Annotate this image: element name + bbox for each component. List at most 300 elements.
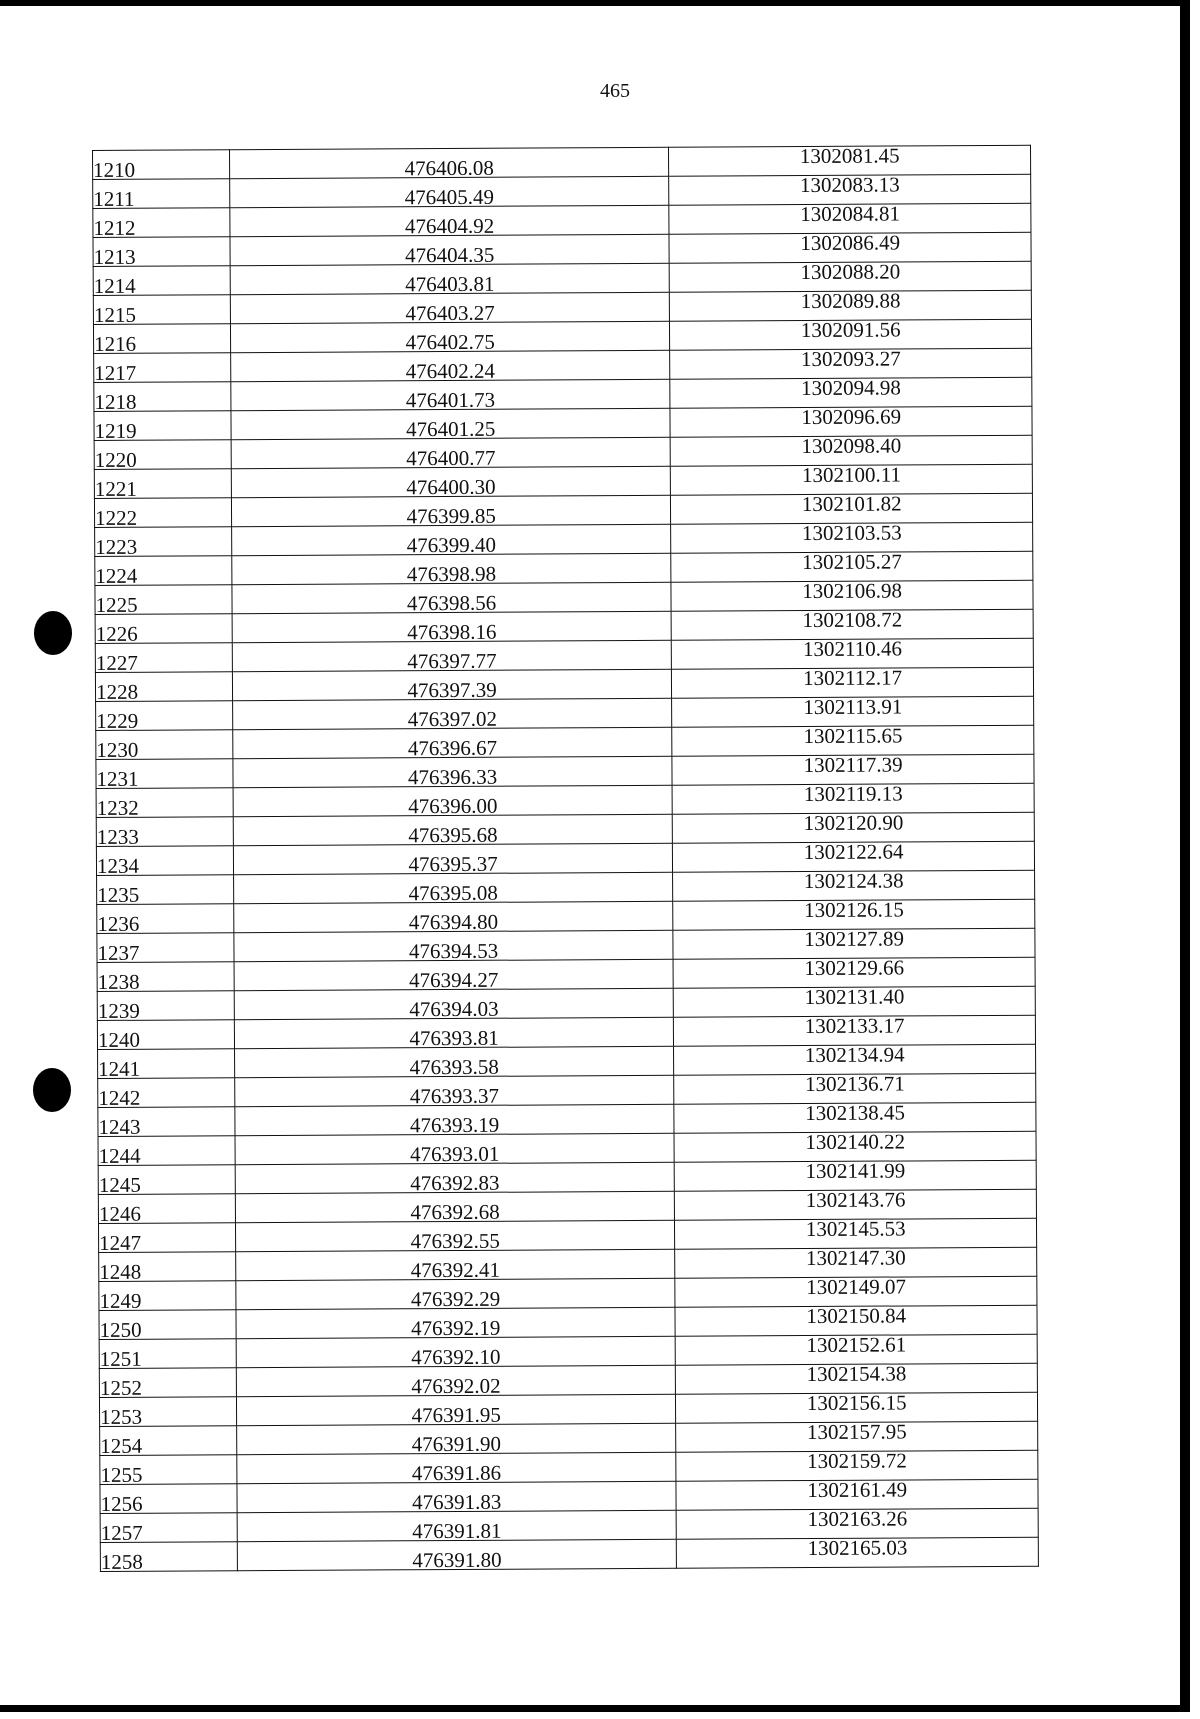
cell-text: 1302161.49: [807, 1477, 908, 1503]
cell-text: 476391.83: [411, 1489, 502, 1515]
point-id-cell: [97, 904, 234, 934]
cell-text: 1239: [97, 998, 140, 1023]
point-id-cell: [97, 875, 234, 905]
cell-text: 476398.16: [407, 619, 497, 645]
cell-text: 476396.33: [407, 764, 498, 790]
cell-text: 476393.81: [409, 1025, 499, 1051]
cell-text: 1302094.98: [801, 375, 901, 401]
y-coordinate-cell: [669, 145, 1031, 176]
point-id-cell: [100, 1455, 237, 1485]
cell-text: 1228: [95, 679, 139, 704]
point-id-cell: [98, 1223, 235, 1253]
cell-text: 1302159.72: [807, 1448, 907, 1474]
x-coordinate-cell: [235, 1162, 675, 1196]
y-coordinate-cell: [676, 1421, 1038, 1452]
cell-text: 476395.37: [408, 851, 498, 877]
x-coordinate-cell: [231, 437, 671, 471]
y-coordinate-cell: [670, 261, 1032, 292]
point-id-cell: [94, 469, 231, 499]
x-coordinate-cell: [233, 756, 673, 790]
y-coordinate-cell: [673, 957, 1035, 988]
point-id-cell: [93, 150, 230, 180]
y-coordinate-cell: [672, 696, 1034, 727]
cell-text: 1214: [93, 273, 136, 298]
x-coordinate-cell: [232, 669, 672, 703]
cell-text: 476396.00: [408, 793, 498, 819]
y-coordinate-cell: [674, 1073, 1036, 1104]
x-coordinate-cell: [236, 1307, 676, 1341]
cell-text: 1217: [94, 360, 137, 385]
y-coordinate-cell: [675, 1160, 1037, 1191]
y-coordinate-cell: [675, 1247, 1037, 1278]
cell-text: 476394.03: [409, 996, 499, 1022]
y-coordinate-cell: [673, 928, 1035, 959]
cell-text: 1224: [95, 563, 138, 588]
cell-text: 1232: [96, 795, 139, 820]
point-id-cell: [95, 585, 232, 615]
cell-text: 476398.98: [406, 561, 497, 587]
cell-text: 1302138.45: [805, 1100, 906, 1126]
point-id-cell: [93, 295, 230, 325]
point-id-cell: [95, 672, 232, 702]
x-coordinate-cell: [234, 1017, 674, 1051]
cell-text: 1302140.22: [805, 1129, 906, 1155]
cell-text: 476392.55: [410, 1228, 500, 1254]
y-coordinate-cell: [674, 1015, 1036, 1046]
cell-text: 1302115.65: [803, 723, 903, 749]
y-coordinate-cell: [676, 1363, 1038, 1394]
point-id-cell: [96, 817, 233, 847]
cell-text: 1245: [98, 1172, 141, 1197]
cell-text: 1302081.45: [799, 143, 900, 169]
cell-text: 1302163.26: [807, 1506, 908, 1532]
cell-text: 476404.35: [405, 242, 495, 268]
cell-text: 1302143.76: [805, 1187, 906, 1213]
cell-text: 1302101.82: [801, 491, 902, 517]
y-coordinate-cell: [671, 580, 1033, 611]
cell-text: 476391.80: [412, 1547, 502, 1573]
x-coordinate-cell: [230, 205, 670, 239]
cell-text: 1302134.94: [804, 1042, 905, 1068]
cell-text: 476402.75: [405, 329, 495, 355]
cell-text: 476393.37: [409, 1083, 500, 1109]
point-id-cell: [97, 1020, 234, 1050]
cell-text: 1243: [98, 1114, 141, 1139]
y-coordinate-cell: [672, 783, 1034, 814]
x-coordinate-cell: [236, 1336, 676, 1370]
cell-text: 476392.83: [410, 1170, 500, 1196]
y-coordinate-cell: [674, 986, 1036, 1017]
y-coordinate-cell: [673, 899, 1035, 930]
cell-text: 1302086.49: [800, 230, 901, 256]
cell-text: 1218: [94, 389, 137, 414]
y-coordinate-cell: [676, 1450, 1038, 1481]
cell-text: 1215: [93, 302, 136, 327]
cell-text: 1220: [94, 447, 137, 472]
cell-text: 476397.77: [407, 648, 497, 674]
punch-hole: [34, 611, 72, 655]
cell-text: 476400.30: [406, 474, 496, 500]
x-coordinate-cell: [234, 959, 674, 993]
cell-text: 476392.41: [410, 1257, 501, 1283]
cell-text: 476391.81: [412, 1518, 502, 1544]
cell-text: 1302127.89: [804, 926, 905, 952]
cell-text: 476406.08: [404, 155, 494, 181]
y-coordinate-cell: [676, 1508, 1038, 1539]
y-coordinate-cell: [671, 609, 1033, 640]
x-coordinate-cell: [233, 727, 673, 761]
y-coordinate-cell: [670, 348, 1032, 379]
point-id-cell: [94, 440, 231, 470]
point-id-cell: [96, 759, 233, 789]
point-id-cell: [93, 266, 230, 296]
cell-text: 476403.27: [405, 300, 495, 326]
cell-text: 1216: [94, 331, 137, 356]
cell-text: 1302096.69: [801, 404, 902, 430]
cell-text: 476391.90: [411, 1431, 502, 1457]
cell-text: 1240: [97, 1027, 141, 1052]
cell-text: 476397.39: [407, 677, 497, 703]
cell-text: 1231: [96, 766, 139, 791]
y-coordinate-cell: [675, 1334, 1037, 1365]
y-coordinate-cell: [675, 1305, 1037, 1336]
cell-text: 1227: [95, 650, 138, 675]
cell-text: 476401.25: [405, 416, 496, 442]
cell-text: 1213: [93, 244, 136, 269]
y-coordinate-cell: [670, 435, 1032, 466]
y-coordinate-cell: [673, 870, 1035, 901]
cell-text: 1222: [94, 505, 138, 530]
cell-text: 1302119.13: [803, 781, 903, 807]
cell-text: 1302100.11: [801, 462, 902, 488]
x-coordinate-cell: [236, 1278, 676, 1312]
y-coordinate-cell: [675, 1218, 1037, 1249]
cell-text: 476391.86: [411, 1460, 502, 1486]
cell-text: 1246: [98, 1201, 142, 1226]
y-coordinate-cell: [675, 1276, 1037, 1307]
cell-text: 1237: [97, 940, 140, 965]
cell-text: 476395.68: [408, 822, 498, 848]
cell-text: 476392.19: [411, 1315, 501, 1341]
cell-text: 1219: [94, 418, 137, 443]
cell-text: 476401.73: [405, 387, 496, 413]
cell-text: 1302149.07: [806, 1274, 906, 1300]
x-coordinate-cell: [237, 1452, 677, 1486]
y-coordinate-cell: [671, 493, 1033, 524]
y-coordinate-cell: [669, 232, 1031, 263]
point-id-cell: [95, 556, 232, 586]
point-id-cell: [98, 1194, 235, 1224]
cell-text: 476397.02: [407, 706, 497, 732]
x-coordinate-cell: [235, 1220, 675, 1254]
cell-text: 1302117.39: [803, 752, 903, 778]
point-id-cell: [98, 1165, 235, 1195]
cell-text: 1302136.71: [804, 1071, 905, 1097]
point-id-cell: [96, 788, 233, 818]
cell-text: 1238: [97, 969, 140, 994]
cell-text: 1302083.13: [799, 172, 900, 198]
coordinates-table: [92, 145, 1039, 1572]
point-id-cell: [93, 237, 230, 267]
cell-text: 1302150.84: [806, 1303, 907, 1329]
point-id-cell: [95, 643, 232, 673]
cell-text: 1230: [96, 737, 139, 762]
cell-text: 1235: [97, 882, 140, 907]
x-coordinate-cell: [236, 1365, 676, 1399]
cell-text: 1302108.72: [802, 607, 903, 633]
y-coordinate-cell: [670, 377, 1032, 408]
x-coordinate-cell: [232, 611, 672, 645]
x-coordinate-cell: [230, 234, 670, 268]
x-coordinate-cell: [230, 292, 670, 326]
cell-text: 1302084.81: [800, 201, 900, 227]
point-id-cell: [97, 962, 234, 992]
x-coordinate-cell: [233, 872, 673, 906]
point-id-cell: [100, 1426, 237, 1456]
x-coordinate-cell: [235, 1191, 675, 1225]
cell-text: 1251: [99, 1346, 142, 1371]
y-coordinate-cell: [674, 1131, 1036, 1162]
punch-hole: [33, 1068, 71, 1112]
cell-text: 1229: [96, 708, 139, 733]
point-id-cell: [93, 324, 230, 354]
y-coordinate-cell: [677, 1537, 1039, 1568]
cell-text: 1302133.17: [804, 1013, 905, 1039]
cell-text: 1247: [99, 1230, 142, 1255]
y-coordinate-cell: [674, 1102, 1036, 1133]
x-coordinate-cell: [233, 785, 673, 819]
point-id-cell: [99, 1339, 236, 1369]
cell-text: 1254: [100, 1433, 143, 1458]
point-id-cell: [100, 1513, 237, 1543]
cell-text: 476396.67: [407, 735, 498, 761]
x-coordinate-cell: [236, 1394, 676, 1428]
x-coordinate-cell: [232, 553, 672, 587]
cell-text: 1302157.95: [806, 1419, 907, 1445]
point-id-cell: [97, 991, 234, 1021]
y-coordinate-cell: [670, 319, 1032, 350]
point-id-cell: [98, 1078, 235, 1108]
x-coordinate-cell: [234, 930, 674, 964]
cell-text: 476392.29: [410, 1286, 501, 1312]
cell-text: 1255: [100, 1462, 143, 1487]
point-id-cell: [95, 527, 232, 557]
y-coordinate-cell: [671, 464, 1033, 495]
x-coordinate-cell: [230, 176, 670, 210]
cell-text: 1302122.64: [803, 839, 904, 865]
y-coordinate-cell: [672, 754, 1034, 785]
point-id-cell: [98, 1107, 235, 1137]
point-id-cell: [99, 1310, 236, 1340]
cell-text: 1302165.03: [807, 1535, 908, 1561]
y-coordinate-cell: [676, 1392, 1038, 1423]
cell-text: 476399.40: [406, 532, 497, 558]
coordinates-table-body: [93, 143, 1039, 1574]
cell-text: 476402.24: [405, 358, 496, 384]
x-coordinate-cell: [234, 901, 674, 935]
point-id-cell: [95, 614, 232, 644]
x-coordinate-cell: [235, 1133, 675, 1167]
point-id-cell: [94, 382, 231, 412]
cell-text: 1248: [99, 1259, 142, 1284]
x-coordinate-cell: [231, 524, 671, 558]
cell-text: 476391.95: [411, 1402, 501, 1428]
y-coordinate-cell: [671, 551, 1033, 582]
x-coordinate-cell: [236, 1423, 676, 1457]
x-coordinate-cell: [231, 379, 671, 413]
x-coordinate-cell: [232, 640, 672, 674]
cell-text: 476393.19: [409, 1112, 500, 1138]
cell-text: 1252: [99, 1375, 142, 1400]
point-id-cell: [94, 498, 231, 528]
cell-text: 1302131.40: [804, 984, 905, 1010]
cell-text: 1253: [100, 1404, 143, 1429]
cell-text: 1221: [94, 476, 137, 501]
cell-text: 1302113.91: [803, 694, 903, 720]
cell-text: 1302103.53: [801, 520, 902, 546]
x-coordinate-cell: [230, 263, 670, 297]
x-coordinate-cell: [235, 1104, 675, 1138]
cell-text: 476392.10: [411, 1344, 501, 1370]
y-coordinate-cell: [675, 1189, 1037, 1220]
point-id-cell: [98, 1049, 235, 1079]
cell-text: 1302093.27: [800, 346, 901, 372]
cell-text: 476399.85: [406, 503, 496, 529]
point-id-cell: [96, 846, 233, 876]
cell-text: 1302089.88: [800, 288, 901, 314]
point-id-cell: [99, 1281, 236, 1311]
cell-text: 1223: [95, 534, 138, 559]
point-id-cell: [94, 411, 231, 441]
y-coordinate-cell: [672, 667, 1034, 698]
point-id-cell: [93, 208, 230, 238]
cell-text: 1302152.61: [806, 1332, 907, 1358]
cell-text: 1302106.98: [802, 578, 903, 604]
y-coordinate-cell: [672, 638, 1034, 669]
cell-text: 1302156.15: [806, 1390, 907, 1416]
cell-text: 476398.56: [406, 590, 497, 616]
point-id-cell: [99, 1368, 236, 1398]
cell-text: 1302112.17: [803, 665, 903, 691]
point-id-cell: [94, 353, 231, 383]
cell-text: 476394.27: [409, 967, 499, 993]
cell-text: 1211: [93, 186, 135, 211]
y-coordinate-cell: [676, 1479, 1038, 1510]
point-id-cell: [99, 1397, 236, 1427]
cell-text: 1236: [97, 911, 140, 936]
y-coordinate-cell: [673, 841, 1035, 872]
y-coordinate-cell: [671, 522, 1033, 553]
y-coordinate-cell: [670, 290, 1032, 321]
y-coordinate-cell: [670, 406, 1032, 437]
cell-text: 1244: [98, 1143, 141, 1168]
cell-text: 1302105.27: [802, 549, 902, 575]
cell-text: 1302129.66: [804, 955, 905, 981]
cell-text: 1241: [98, 1056, 141, 1081]
y-coordinate-cell: [669, 174, 1031, 205]
x-coordinate-cell: [233, 814, 673, 848]
point-id-cell: [96, 701, 233, 731]
cell-text: 1226: [95, 621, 138, 646]
point-id-cell: [96, 730, 233, 760]
cell-text: 476392.68: [410, 1199, 500, 1225]
cell-text: 1257: [100, 1520, 143, 1545]
point-id-cell: [97, 933, 234, 963]
x-coordinate-cell: [237, 1510, 677, 1544]
x-coordinate-cell: [232, 698, 672, 732]
cell-text: 1302110.46: [802, 636, 903, 662]
cell-text: 476394.53: [408, 938, 499, 964]
page-number: 465: [600, 80, 630, 102]
cell-text: 1234: [96, 853, 140, 878]
cell-text: 1302098.40: [801, 433, 902, 459]
cell-text: 1302154.38: [806, 1361, 907, 1387]
x-coordinate-cell: [234, 988, 674, 1022]
cell-text: 1242: [98, 1085, 141, 1110]
x-coordinate-cell: [233, 843, 673, 877]
cell-text: 476394.80: [408, 909, 499, 935]
cell-text: 476404.92: [404, 213, 495, 239]
cell-text: 476393.01: [410, 1141, 500, 1167]
cell-text: 1302147.30: [805, 1245, 906, 1271]
table-row: [100, 1537, 1038, 1571]
cell-text: 1233: [96, 824, 139, 849]
x-coordinate-cell: [237, 1539, 677, 1573]
point-id-cell: [100, 1542, 237, 1572]
point-id-cell: [99, 1252, 236, 1282]
cell-text: 476403.81: [405, 271, 495, 297]
x-coordinate-cell: [231, 408, 671, 442]
point-id-cell: [93, 179, 230, 209]
cell-text: 1249: [99, 1288, 142, 1313]
y-coordinate-cell: [673, 812, 1035, 843]
cell-text: 476393.58: [409, 1054, 499, 1080]
x-coordinate-cell: [232, 582, 672, 616]
x-coordinate-cell: [231, 466, 671, 500]
y-coordinate-cell: [669, 203, 1031, 234]
point-id-cell: [98, 1136, 235, 1166]
point-id-cell: [100, 1484, 237, 1514]
x-coordinate-cell: [234, 1046, 674, 1080]
x-coordinate-cell: [237, 1481, 677, 1515]
cell-text: 1302145.53: [805, 1216, 906, 1242]
x-coordinate-cell: [229, 147, 669, 181]
cell-text: 1302124.38: [803, 868, 904, 894]
cell-text: 1302126.15: [803, 897, 904, 923]
cell-text: 1302091.56: [800, 317, 901, 343]
cell-text: 1210: [93, 157, 136, 182]
y-coordinate-cell: [674, 1044, 1036, 1075]
x-coordinate-cell: [230, 321, 670, 355]
x-coordinate-cell: [230, 350, 670, 384]
cell-text: 1302141.99: [805, 1158, 906, 1184]
cell-text: 1256: [100, 1491, 143, 1516]
x-coordinate-cell: [235, 1075, 675, 1109]
cell-text: 1212: [93, 215, 136, 240]
cell-text: 476392.02: [411, 1373, 501, 1399]
cell-text: 476395.08: [408, 880, 498, 906]
x-coordinate-cell: [231, 495, 671, 529]
y-coordinate-cell: [672, 725, 1034, 756]
cell-text: 476400.77: [406, 445, 496, 471]
cell-text: 1250: [99, 1317, 142, 1342]
cell-text: 1302088.20: [800, 259, 901, 285]
cell-text: 1225: [95, 592, 138, 617]
x-coordinate-cell: [236, 1249, 676, 1283]
cell-text: 1258: [100, 1549, 143, 1574]
cell-text: 1302120.90: [803, 810, 904, 836]
cell-text: 476405.49: [404, 184, 495, 210]
